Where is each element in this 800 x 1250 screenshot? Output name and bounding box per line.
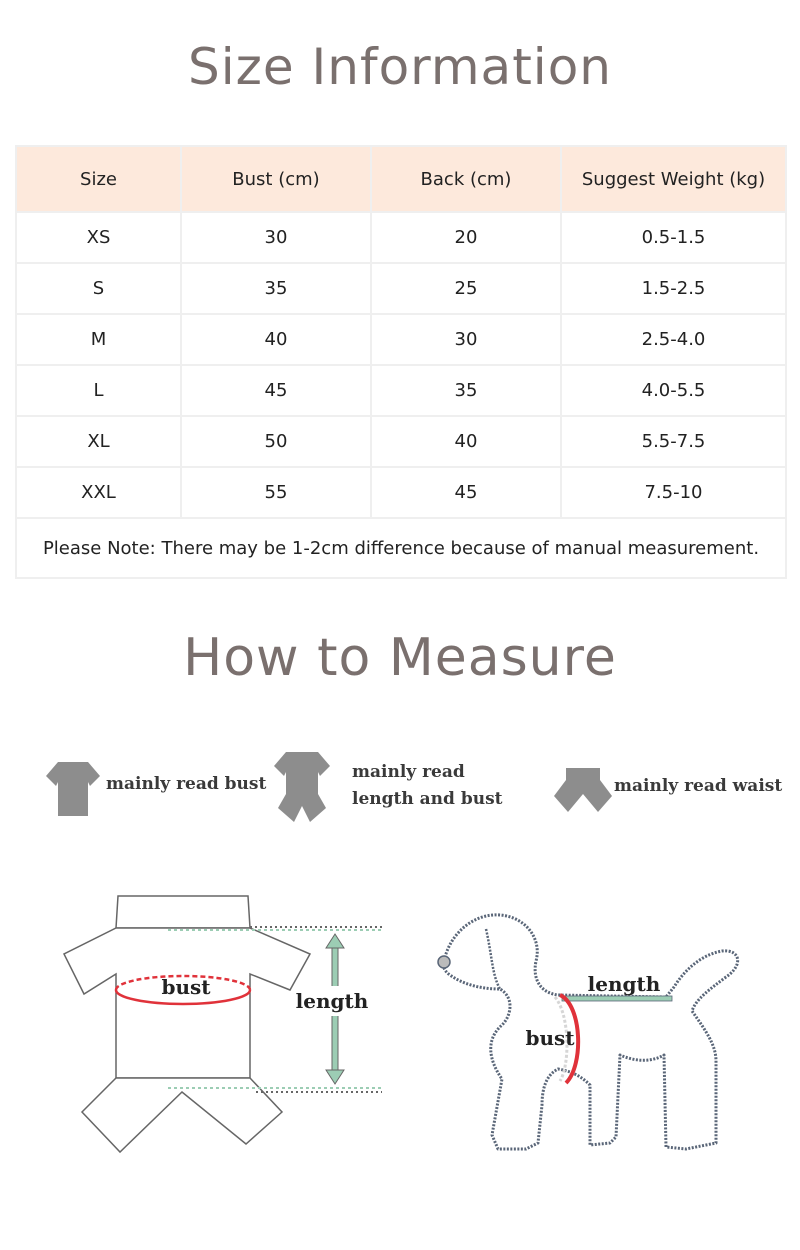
how-to-measure-title: How to Measure [183, 628, 617, 688]
cell-back: 45 [371, 467, 561, 518]
cell-weight: 1.5-2.5 [561, 263, 786, 314]
cell-size: XL [16, 416, 181, 467]
table-row [16, 263, 786, 314]
size-information-title: Size Information [188, 38, 612, 96]
table-row [16, 365, 786, 416]
cell-weight: 7.5-10 [561, 467, 786, 518]
cell-bust: 35 [181, 263, 371, 314]
cell-weight: 4.0-5.5 [561, 365, 786, 416]
cell-bust: 50 [181, 416, 371, 467]
cell-back: 35 [371, 365, 561, 416]
measurement-note: Please Note: There may be 1-2cm difference because of manual measurement. [16, 518, 786, 578]
cell-size: XXL [16, 467, 181, 518]
cell-weight: 5.5-7.5 [561, 416, 786, 467]
cell-size: L [16, 365, 181, 416]
dog-nose-icon [438, 956, 450, 968]
cell-size: XS [16, 212, 181, 263]
legend-jumpsuit-label-2: length and bust [352, 789, 503, 809]
cell-size: M [16, 314, 181, 365]
cell-bust: 40 [181, 314, 371, 365]
cell-back: 20 [371, 212, 561, 263]
header-weight: Suggest Weight (kg) [561, 146, 786, 212]
header-bust: Bust (cm) [181, 146, 371, 212]
dog-bust-label: bust [525, 1026, 575, 1050]
cell-bust: 30 [181, 212, 371, 263]
table-row [16, 416, 786, 467]
dog-length-bar [562, 996, 672, 1001]
cell-back: 25 [371, 263, 561, 314]
header-back: Back (cm) [371, 146, 561, 212]
table-header-row [16, 146, 786, 212]
cell-weight: 0.5-1.5 [561, 212, 786, 263]
garment-measure-diagram [60, 890, 400, 1160]
table-row [16, 467, 786, 518]
pants-icon [552, 766, 614, 814]
dog-outline [443, 915, 737, 1149]
tshirt-icon [44, 760, 102, 818]
header-size: Size [16, 146, 181, 212]
jumpsuit-icon [272, 750, 332, 824]
garment-bust-label: bust [161, 975, 211, 999]
size-table [15, 145, 787, 579]
table-row [16, 212, 786, 263]
garment-outline [64, 896, 310, 1152]
note-row [16, 518, 786, 578]
legend-jumpsuit-label-1: mainly read [352, 762, 465, 782]
cell-size: S [16, 263, 181, 314]
garment-length-label: length [295, 989, 369, 1013]
table-row [16, 314, 786, 365]
cell-bust: 45 [181, 365, 371, 416]
cell-back: 40 [371, 416, 561, 467]
cell-bust: 55 [181, 467, 371, 518]
legend-pants-label: mainly read waist [614, 776, 783, 796]
cell-weight: 2.5-4.0 [561, 314, 786, 365]
cell-back: 30 [371, 314, 561, 365]
dog-measure-diagram [430, 905, 750, 1160]
dog-length-label: length [587, 972, 661, 996]
legend-tshirt-label: mainly read bust [106, 774, 267, 794]
